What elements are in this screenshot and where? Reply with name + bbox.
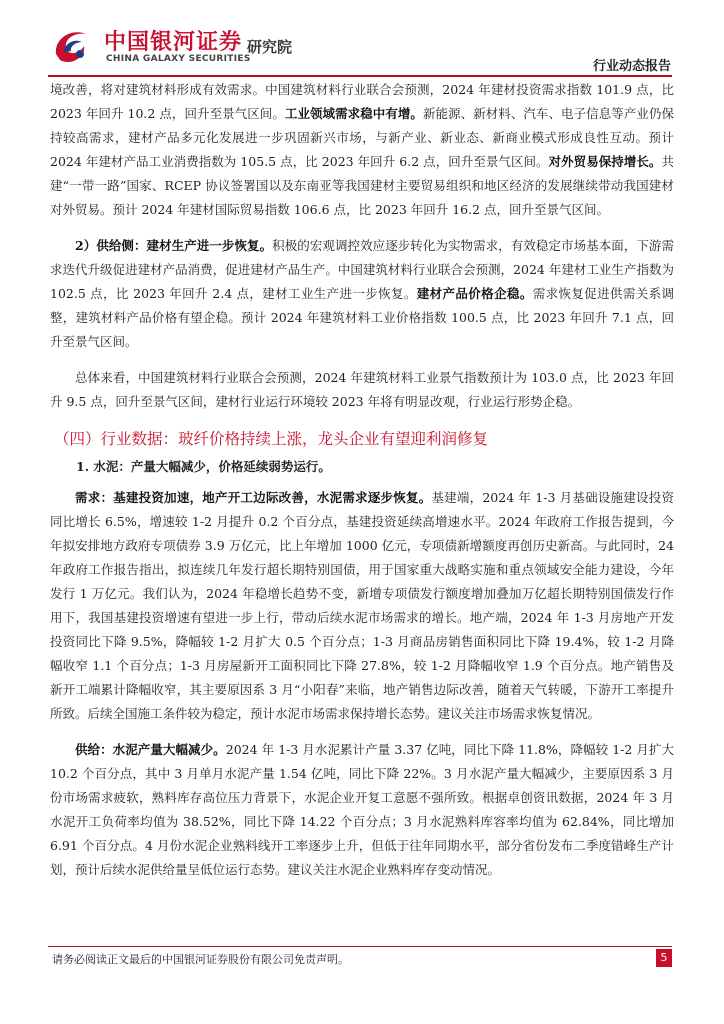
paragraph-summary: 总体来看，中国建筑材料行业联合会预测，2024 年建筑材料工业景气指数预计为 103.0 点，比 2023 年回升 9.5 点，回升至景气区间，建材行业运行环境较 2023 年将有明显改观，行业运行形势企稳。 <box>50 370 674 409</box>
paragraph-text: 2024 年 1-3 月水泥累计产量 3.37 亿吨，同比下降 11.8%，降幅较 1-2 月扩大 10.2 个百分点，其中 3 月单月水泥产量 1.54 亿吨，同比下降 22%。3 月水泥产量大幅减少，主要原因系 3 月份市场需求疲软，熟料库存高位压力背景下，水泥企业开复工意愿不强所致。根据卓创资讯数据，2024 年 3 月水泥开工负荷率均值为 38.52%，同比下降 14.22 个百分点；3 月水泥熟料库容率均值为 62.84%，同比增加 6.91 个百分点。4 月份水泥企业熟料线开工率逐步上升，但低于往年同期水平，部分省份发布二季度错峰生产计划，预计后续水泥供给量呈低位运行态势。建议关注水泥企业熟料库存变动情况。 <box>50 742 674 877</box>
paragraph-cement-supply <box>50 738 674 882</box>
bold-highlight: 2）供给侧：建材生产进一步恢复。 <box>75 238 273 253</box>
paragraph-text: 共建“一带一路”国家、RCEP 协议签署国以及东南亚等我国建材主要贸易组织和地区经济的发展继续带动我国建材对外贸易。预计 2024 年建材国际贸易指数 106.6 点，比 2023 年回升 16.2 点，回升至景气区间。 <box>50 154 674 217</box>
subsection-heading: 1. 水泥：产量大幅减少，价格延续弱势运行。 <box>76 459 331 474</box>
report-type-label: 行业动态报告 <box>592 59 671 74</box>
bold-highlight: 需求：基建投资加速，地产开工边际改善，水泥需求逐步恢复。 <box>75 490 432 505</box>
page-number: 5 <box>656 949 672 967</box>
page-header <box>0 0 724 80</box>
paragraph-demand-outlook <box>50 78 674 222</box>
paragraph-cement-demand <box>50 486 674 726</box>
paragraph-text: 境改善，将对建筑材料形成有效需求。中国建筑材料行业联合会预测，2024 年建材投资需求指数 101.9 点，比 2023 年回升 10.2 点，回升至景气区间。 <box>50 82 674 121</box>
bold-highlight: 建材产品价格企稳。 <box>416 286 533 301</box>
paragraph-text: 基建端，2024 年 1-3 月基础设施建设投资同比增长 6.5%，增速较 1-2 月提升 0.2 个百分点，基建投资延续高增速水平。2024 年政府工作报告提到，今年拟安排地方政府专项债券 3.9 万亿元，比上年增加 1000 亿元，专项债新增额度再创历史新高。与此同时，24 年政府工作报告指出，拟连续几年发行超长期特别国债，用于国家重大战略实施和重点领域安全能力建设，今年发行 1 万亿元。我们认为，2024 年稳增长趋势不变，新增专项债发行额度增加叠加万亿超长期特别国债发行作用下，我国基建投资增速有望进一步上行，带动后续水泥市场需求的增长。地产端，2024 年 1-3 月房地产开发投资同比下降 9.5%，降幅较 1-2 月扩大 0.5 个百分点；1-3 月商品房销售面积同比下降 19.4%，较 1-2 月降幅收窄 1.1 个百分点；1-3 月房屋新开工面积同比下降 27.8%，较 1-2 月降幅收窄 1.9 个百分点。地产销售及新开工端累计降幅收窄，其主要原因系 3 月“小阳春”来临，地产销售边际改善，随着天气转暖，下游开工率提升所致。后续全国施工条件较为稳定，预计水泥市场需求保持增长态势。建议关注市场需求恢复情况。 <box>50 490 674 721</box>
paragraph-supply-side <box>50 234 674 354</box>
brand-name-en: CHINA GALAXY SECURITIES <box>106 54 251 64</box>
bold-highlight: 供给：水泥产量大幅减少。 <box>75 742 226 757</box>
main-content <box>50 78 674 882</box>
galaxy-swirl-logo-icon <box>50 24 94 68</box>
paragraph-text: 新能源、新材料、汽车、电子信息等产业仍保持较高需求，建材产品多元化发展进一步巩固新兴市场，与新产业、新业态、新商业模式形成良性互动。预计 2024 年建材产品工业消费指数为 105.5 点，比 2023 年回升 6.2 点，回升至景气区间。 <box>50 106 674 169</box>
institute-label: 研究院 <box>247 38 293 56</box>
disclaimer-note: 请务必阅读正文最后的中国银河证券股份有限公司免责声明。 <box>52 953 349 966</box>
brand-name-cn: 中国银河证券 <box>104 30 243 55</box>
header-divider <box>48 75 672 77</box>
bold-highlight: 工业领域需求稳中有增。 <box>284 106 423 121</box>
bold-highlight: 对外贸易保持增长。 <box>548 154 662 169</box>
paragraph-text: 需求恢复促进供需关系调整，建筑材料产品价格有望企稳。预计 2024 年建筑材料工业价格指数 100.5 点，比 2023 年回升 7.1 点，回升至景气区间。 <box>50 286 674 349</box>
section-heading: （四）行业数据：玻纤价格持续上涨，龙头企业有望迎利润修复 <box>54 430 489 448</box>
footer-divider <box>48 946 672 947</box>
paragraph-text: 积极的宏观调控效应逐步转化为实物需求，有效稳定市场基本面，下游需求迭代升级促进建材产品消费，促进建材产品生产。中国建筑材料行业联合会预测，2024 年建材工业生产指数为 102.5 点，比 2023 年回升 2.4 点，建材工业生产进一步恢复。 <box>50 238 674 301</box>
